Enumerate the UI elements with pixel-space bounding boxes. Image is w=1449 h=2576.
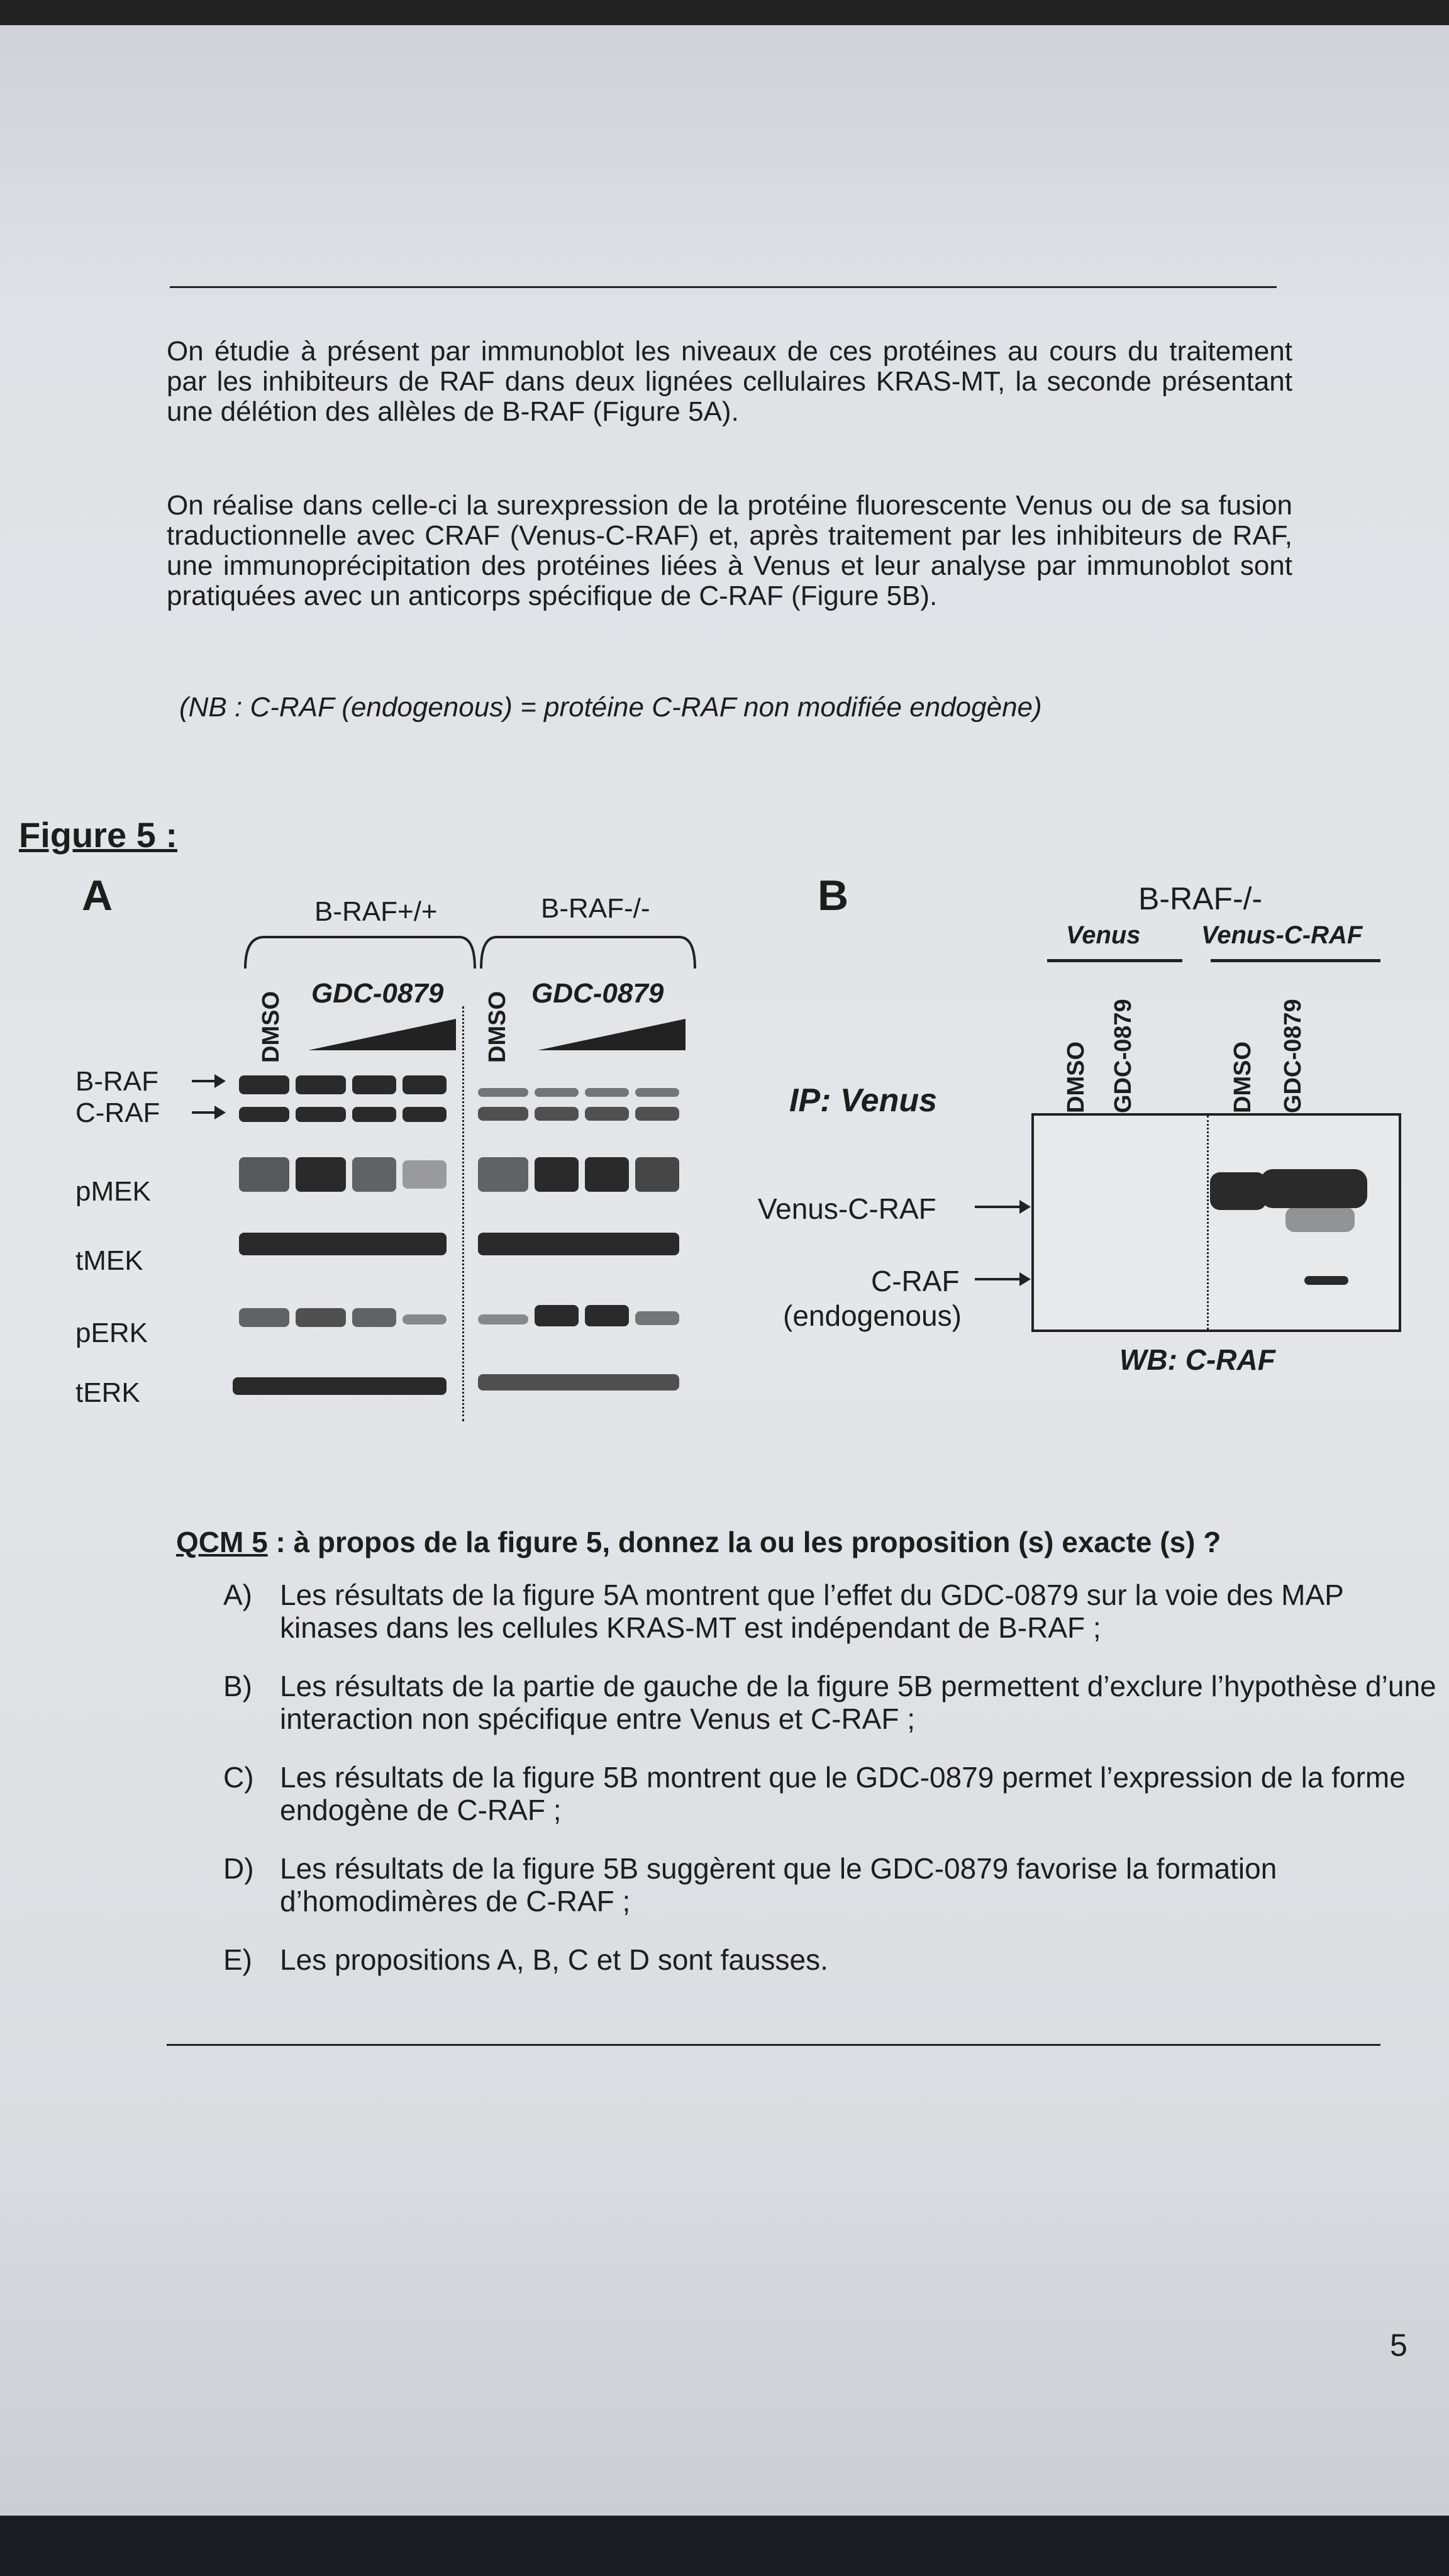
band-pmek-3 <box>352 1157 396 1192</box>
band-pmek-4 <box>402 1160 447 1189</box>
panel-b-drug-2: GDC-0879 <box>1280 999 1306 1113</box>
bottom-rule <box>167 2044 1380 2046</box>
endogenous-craf-arrow <box>975 1278 1028 1280</box>
option-a-letter: A) <box>223 1579 252 1611</box>
braf-arrow <box>192 1080 223 1082</box>
panel-a-blot <box>233 1063 692 1415</box>
option-b-letter: B) <box>223 1670 252 1702</box>
drug-label-left: GDC-0879 <box>311 978 444 1009</box>
panel-a-brackets <box>239 931 704 975</box>
endogenous-craf-row-label: C-RAF <box>871 1265 960 1297</box>
row-label-craf: C-RAF <box>75 1097 160 1128</box>
band-braf-6 <box>535 1088 579 1097</box>
top-edge <box>0 0 1449 25</box>
band-perk-2 <box>296 1308 346 1327</box>
band-craf-6 <box>535 1107 579 1121</box>
qcm-heading <box>176 1525 1221 1559</box>
option-d-letter: D) <box>223 1852 254 1885</box>
band-craf-3 <box>352 1107 396 1122</box>
band-pmek-5 <box>478 1157 528 1192</box>
option-b-text: Les résultats de la partie de gauche de la figure 5B permettent d’exclure l’hypothèse d’une interaction non spécifique entre Venus et C-RAF ; <box>280 1670 1436 1735</box>
band-tmek-right <box>478 1233 679 1255</box>
figure-title: Figure 5 : <box>19 815 178 855</box>
craf-arrow <box>192 1111 223 1114</box>
option-a-text: Les résultats de la figure 5A montrent que l’effet du GDC-0879 sur la voie des MAP kinases dans les cellules KRAS-MT est indépendant de B-RAF ; <box>280 1579 1344 1644</box>
band-braf-3 <box>352 1075 396 1094</box>
band-pmek-2 <box>296 1157 346 1192</box>
option-c[interactable] <box>223 1761 1437 1830</box>
band-perk-7 <box>585 1305 629 1326</box>
band-braf-2 <box>296 1075 346 1094</box>
band-craf-1 <box>239 1107 289 1122</box>
band-perk-8 <box>635 1311 679 1325</box>
intro-paragraph-1: On étudie à présent par immunoblot les niveaux de ces protéines au cours du traitement par les inhibiteurs de RAF dans deux lignées cellulaires KRAS-MT, la seconde présentant une délétion des allèles de B-RAF (Figure 5A). <box>167 336 1292 427</box>
band-pmek-1 <box>239 1157 289 1192</box>
row-label-braf: B-RAF <box>75 1066 158 1097</box>
panel-b-dmso-1: DMSO <box>1063 1041 1089 1113</box>
option-d-text: Les résultats de la figure 5B suggèrent que le GDC-0879 favorise la formation d’homodimères de C-RAF ; <box>280 1852 1277 1918</box>
row-label-perk: pERK <box>75 1318 148 1348</box>
band-braf-1 <box>239 1075 289 1094</box>
option-d[interactable] <box>223 1852 1437 1921</box>
panel-b-blot <box>1031 1113 1401 1332</box>
dmso-label-left: DMSO <box>258 991 284 1063</box>
band-pmek-7 <box>585 1157 629 1192</box>
row-label-pmek: pMEK <box>75 1176 151 1207</box>
panel-b-letter: B <box>818 872 849 919</box>
panel-b-genotype: B-RAF-/- <box>1138 881 1263 916</box>
venus-group-label: Venus <box>1066 921 1141 949</box>
group-label-braf-wt <box>314 896 438 928</box>
panel-b-separator <box>1207 1116 1209 1330</box>
wb-label: WB: C-RAF <box>1119 1343 1275 1376</box>
band-craf-7 <box>585 1107 629 1121</box>
band-perk-5 <box>478 1314 528 1324</box>
qcm-question: : à propos de la figure 5, donnez la ou les proposition (s) exacte (s) ? <box>267 1526 1221 1558</box>
band-braf-8 <box>635 1088 679 1097</box>
row-label-terk: tERK <box>75 1377 140 1408</box>
endogenous-craf-row-sublabel: (endogenous) <box>783 1299 962 1332</box>
group2-text: B-RAF-/- <box>541 893 650 924</box>
option-e-letter: E) <box>223 1943 252 1976</box>
page-number: 5 <box>1390 2328 1407 2363</box>
band-endogenous-craf-drug <box>1304 1276 1348 1285</box>
venus-group-rule <box>1047 959 1182 962</box>
venus-craf-row-label: Venus-C-RAF <box>758 1192 936 1225</box>
option-a[interactable] <box>223 1579 1437 1648</box>
band-craf-5 <box>478 1107 528 1121</box>
group-label-braf-ko <box>541 893 650 924</box>
dose-wedge-left <box>308 1016 459 1053</box>
band-braf-7 <box>585 1088 629 1097</box>
option-e[interactable] <box>223 1943 1437 1981</box>
option-c-text: Les résultats de la figure 5B montrent que le GDC-0879 permet l’expression de la forme endogène de C-RAF ; <box>280 1761 1406 1826</box>
band-tmek-left <box>239 1233 447 1255</box>
venus-craf-group-rule <box>1211 959 1380 962</box>
band-venus-craf-dmso <box>1210 1172 1267 1210</box>
option-b[interactable] <box>223 1670 1437 1739</box>
band-braf-5 <box>478 1088 528 1097</box>
option-e-text: Les propositions A, B, C et D sont fausses. <box>280 1943 828 1976</box>
top-rule <box>170 286 1277 288</box>
band-perk-6 <box>535 1305 579 1326</box>
band-craf-4 <box>402 1107 447 1122</box>
band-perk-3 <box>352 1308 396 1327</box>
band-perk-1 <box>239 1308 289 1327</box>
dmso-label-right: DMSO <box>484 991 511 1063</box>
ip-label: IP: Venus <box>789 1082 938 1119</box>
panel-a-letter: A <box>82 872 113 919</box>
qcm-label: QCM 5 <box>176 1526 268 1558</box>
band-venus-craf-smear <box>1285 1207 1355 1232</box>
drug-label-right: GDC-0879 <box>531 978 664 1009</box>
panel-b-drug-1: GDC-0879 <box>1110 999 1136 1113</box>
bottom-edge <box>0 2516 1449 2576</box>
row-label-tmek: tMEK <box>75 1245 143 1276</box>
intro-paragraph-2: On réalise dans celle-ci la surexpression de la protéine fluorescente Venus ou de sa fusion traductionnelle avec CRAF (Venus-C-RAF) et, après traitement par les inhibiteurs de RAF, une immunoprécipitation des protéines liées à Venus et leur analyse par immunoblot sont pratiquées avec un anticorps spécifique de C-RAF (Figure 5B). <box>167 490 1292 611</box>
band-venus-craf-drug <box>1260 1169 1367 1208</box>
panel-a-separator <box>462 1006 464 1421</box>
band-craf-8 <box>635 1107 679 1121</box>
band-pmek-6 <box>535 1157 579 1192</box>
band-terk-left <box>233 1377 447 1395</box>
group1-text: B-RAF+/+ <box>314 896 438 927</box>
band-pmek-8 <box>635 1157 679 1192</box>
band-braf-4 <box>402 1075 447 1094</box>
panel-b-dmso-2: DMSO <box>1230 1041 1256 1113</box>
venus-craf-arrow <box>975 1206 1028 1208</box>
band-perk-4 <box>402 1314 447 1324</box>
venus-craf-group-label: Venus-C-RAF <box>1201 921 1363 949</box>
option-c-letter: C) <box>223 1761 254 1794</box>
nb-note: (NB : C-RAF (endogenous) = protéine C-RAF non modifiée endogène) <box>179 692 1042 723</box>
band-terk-right <box>478 1374 679 1391</box>
band-craf-2 <box>296 1107 346 1122</box>
dose-wedge-right <box>538 1016 689 1053</box>
